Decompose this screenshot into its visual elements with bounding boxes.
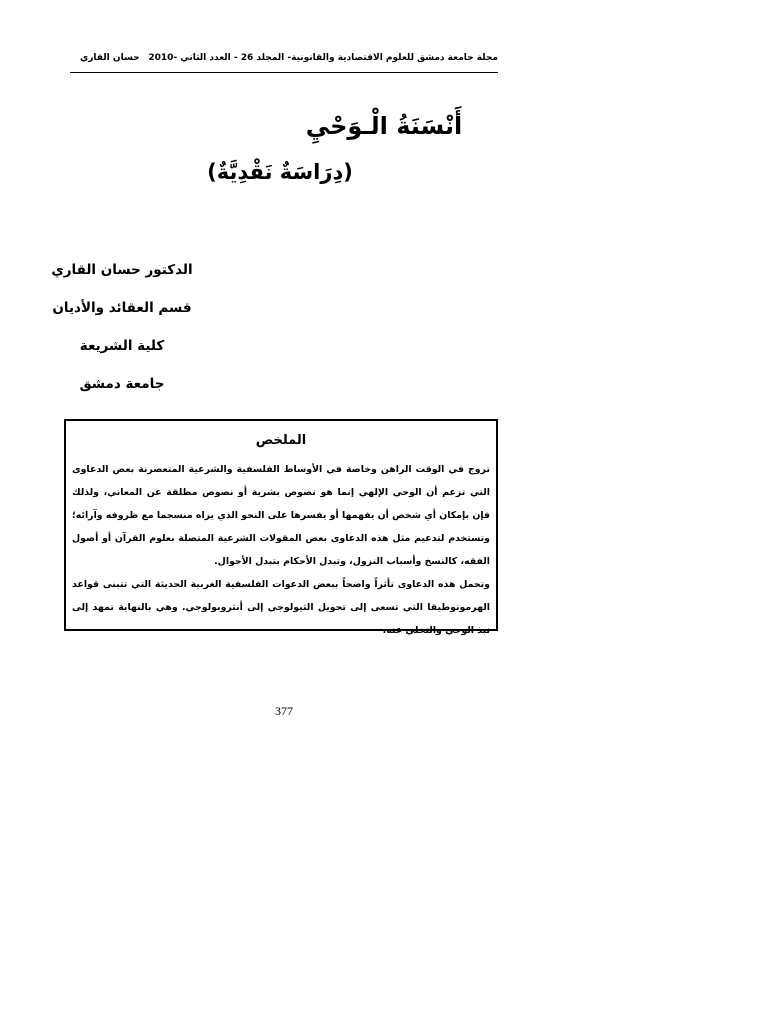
author-department: قسم العقائد والأديان xyxy=(52,300,192,316)
page-number: 377 xyxy=(275,704,293,718)
paper-subtitle: (دِرَاسَةٌ نَقْدِيَّةٌ) xyxy=(207,160,353,184)
author-name: الدكتور حسان القاري xyxy=(51,262,193,278)
abstract-title: الملخص xyxy=(255,433,307,448)
header-author: حسان القاري xyxy=(80,53,140,63)
author-university: جامعة دمشق xyxy=(79,376,165,392)
abstract-box xyxy=(64,419,498,636)
abstract-paragraph: وتحمل هذه الدعاوى تأثراً واضحاً ببعض الدعوات الفلسفية الغربية الحديثة التي تتبنى قواعد الهرمونوطيقا التي تسعى إلى تحويل الثيولوجي إلى أنثروبولوجي. وهي بالنهاية تمهد إلى نبذ الوحي والتخلي عنه. xyxy=(72,579,490,636)
paper-title: أَنْسَنَةُ الْـوَحْيِ xyxy=(305,112,463,140)
journal-citation: مجلة جامعة دمشق للعلوم الاقتصادية والقانونية- المجلد 26 - العدد الثاني -2010 xyxy=(148,53,498,63)
running-header xyxy=(70,50,498,73)
abstract-paragraph: تروج في الوقت الراهن وخاصة في الأوساط الفلسفية والشرعية المتعصرنة بعض الدعاوى التي تزعم أن الوحي الإلهي إنما هو نصوص بشرية أو نصوص مطلقة عن المعاني، ولذلك فإن بإمكان أي شخص أن يفهمها أو يفسرها على النحو الذي يراه منسجما مع ظروفه وآرائه؛ وتستخدم لتدعيم مثل هذه الدعاوى بعض المقولات الشرعية المتصلة بعلوم القرآن أو أصول الفقه، كالنسخ وأسباب النزول، وتبدل الأحكام بتبدل الأحوال. xyxy=(72,464,490,567)
author-block xyxy=(22,255,222,407)
author-faculty: كلية الشريعة xyxy=(79,338,165,354)
